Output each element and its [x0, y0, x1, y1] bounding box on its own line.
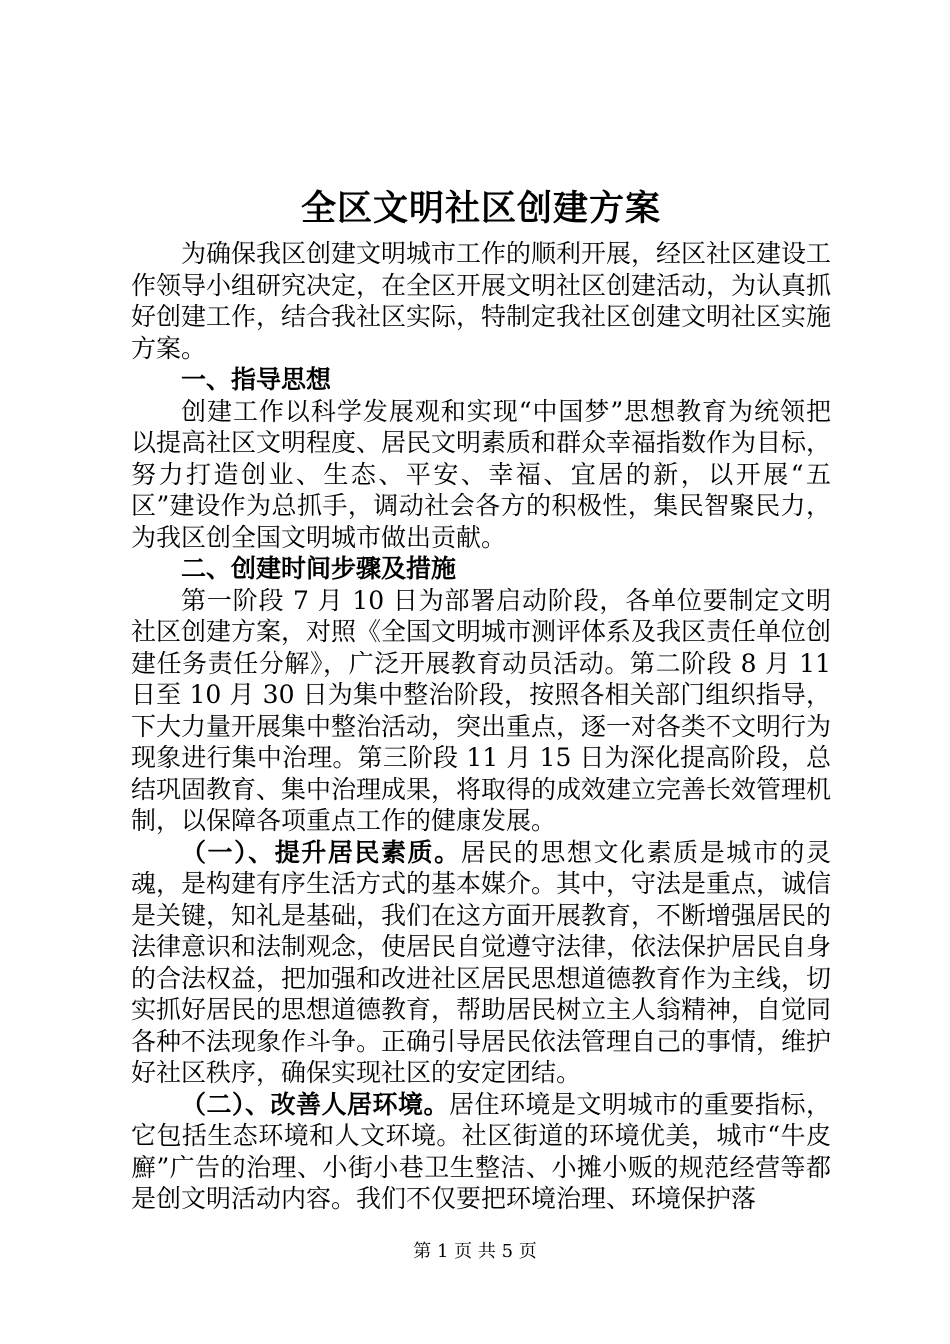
intro-paragraph: 为确保我区创建文明城市工作的顺利开展，经区社区建设工作领导小组研究决定，在全区开展文明社区创建活动，为认真抓好创建工作，结合我社区实际，特制定我社区创建文明社区实施方案。	[131, 239, 832, 363]
schedule-paragraph: 第一阶段 7 月 10 日为部署启动阶段，各单位要制定文明社区创建方案，对照《全国文明城市测评体系及我区责任单位创建任务责任分解》，广泛开展教育动员活动。第二阶段 8 月 11 日至 10 月 30 日为集中整治阶段，按照各相关部门组织指导，下大力量开展集中整治活动，突出重点，逐一对各类不文明行为现象进行集中治理。第三阶段 11 月 15 日为深化提高阶段，总结巩固教育、集中治理成果，将取得的成效建立完善长效管理机制，以保障各项重点工作的健康发展。	[131, 585, 832, 835]
living-environment-lead: （二）、改善人居环境。	[181, 1089, 449, 1119]
guiding-thought-paragraph: 创建工作以科学发展观和实现“中国梦”思想教育为统领把以提高社区文明程度、居民文明素质和群众幸福指数作为目标，努力打造创业、生态、平安、幸福、宜居的新，以开展“五区”建设作为总抓手，调动社会各方的积极性，集民智聚民力，为我区创全国文明城市做出贡献。	[131, 396, 832, 552]
section-heading-guiding-thought: 一、指导思想	[181, 365, 332, 394]
resident-quality-lead: （一）、提升居民素质。	[181, 837, 461, 867]
section-heading-schedule: 二、创建时间步骤及措施	[181, 554, 457, 583]
living-environment-paragraph	[131, 1089, 831, 1215]
resident-quality-paragraph	[131, 837, 831, 1089]
living-environment-body: 居住环境是文明城市的重要指标，它包括生态环境和人文环境。社区街道的环境优美，城市“牛皮廯”广告的治理、小街小巷卫生整洁、小摊小贩的规范经营等都是创文明活动内容。我们不仅要把环境治理、环境保护落	[131, 1089, 831, 1213]
page-footer: 第 1 页 共 5 页	[413, 1241, 537, 1262]
document-page	[131, 180, 831, 1215]
resident-quality-body: 居民的思想文化素质是城市的灵魂，是构建有序生活方式的基本媒介。其中，守法是重点，诚信是关键，知礼是基础，我们在这方面开展教育，不断增强居民的法律意识和法制观念，使居民自觉遵守法律，依法保护居民自身的合法权益，把加强和改进社区居民思想道德教育作为主线，切实抓好居民的思想道德教育，帮助居民树立主人翁精神，自觉同各种不法现象作斗争。正确引导居民依法管理自己的事情，维护好社区秩序，确保实现社区的安定团结。	[131, 837, 832, 1087]
document-title: 全区文明社区创建方案	[300, 189, 661, 229]
